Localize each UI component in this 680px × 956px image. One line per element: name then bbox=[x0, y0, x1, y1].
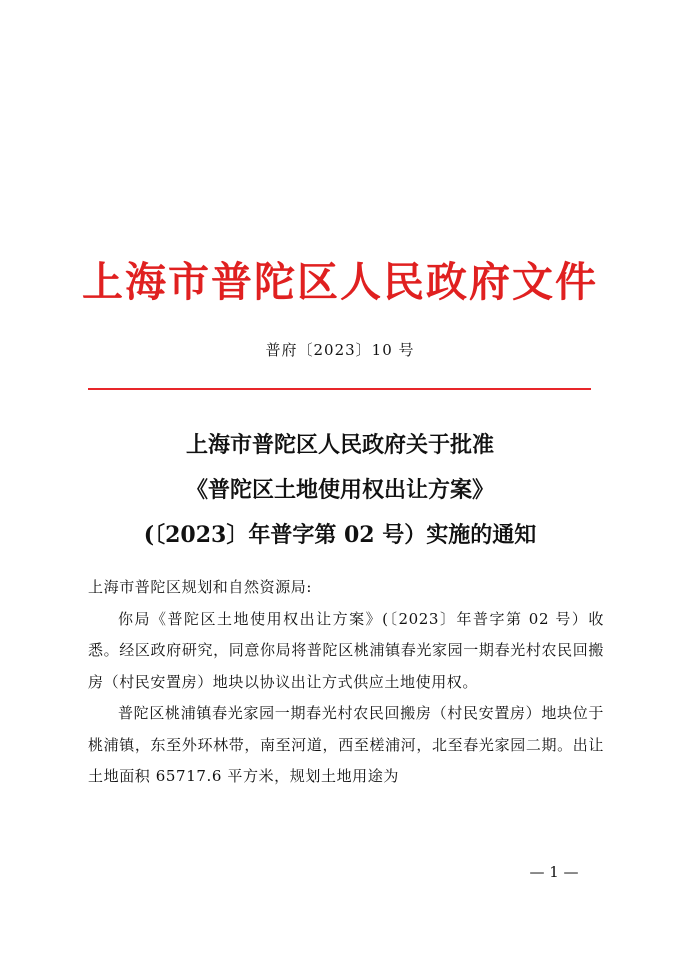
document-number: 普府〔2023〕10 号 bbox=[265, 341, 415, 359]
red-divider-line bbox=[88, 388, 591, 390]
document-body bbox=[88, 572, 604, 793]
body-paragraph: 普陀区桃浦镇春光家园一期春光村农民回搬房（村民安置房）地块位于桃浦镇，东至外环林带，南至河道，西至槎浦河，北至春光家园二期。出让土地面积 65717.6 平方米，规划土地用途为 bbox=[88, 704, 604, 785]
title-line-3: (〔2023〕年普字第 02 号）实施的通知 bbox=[143, 522, 537, 548]
body-paragraph: 你局《普陀区土地使用权出让方案》(〔2023〕年普字第 02 号）收悉。经区政府研究，同意你局将普陀区桃浦镇春光家园一期春光村农民回搬房（村民安置房）地块以协议出让方式供应土地使用权。 bbox=[88, 609, 604, 691]
issuer-header: 上海市普陀区人民政府文件 bbox=[82, 258, 598, 306]
title-line-2: 《普陀区土地使用权出让方案》 bbox=[185, 477, 494, 503]
title-line-1: 上海市普陀区人民政府关于批准 bbox=[185, 432, 494, 458]
page-number: — 1 — bbox=[529, 863, 579, 881]
salutation: 上海市普陀区规划和自然资源局: bbox=[88, 578, 313, 596]
